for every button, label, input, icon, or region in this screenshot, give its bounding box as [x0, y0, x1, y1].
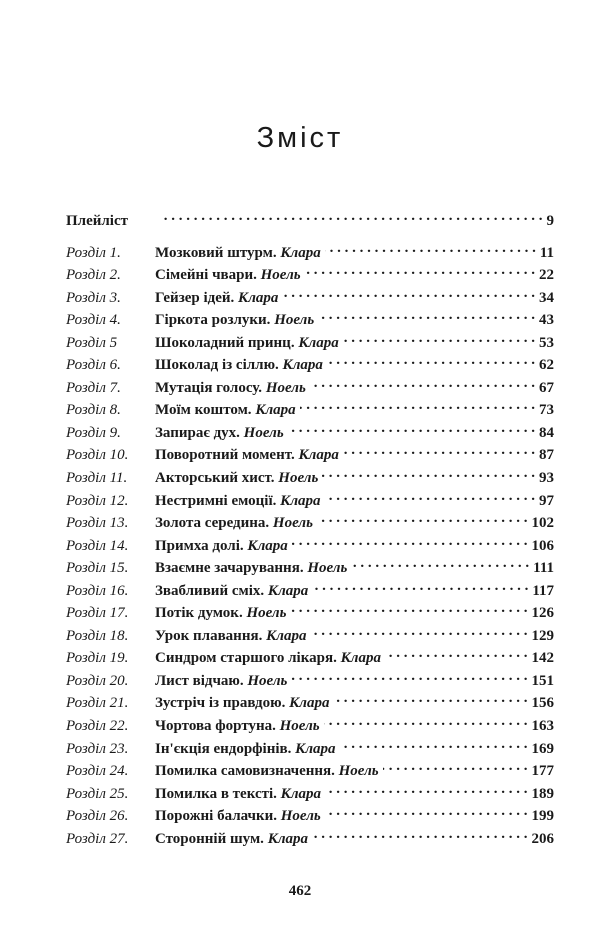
chapter-label: Розділ 8. — [66, 402, 121, 419]
chapter-label: Розділ 14. — [66, 537, 129, 554]
toc-entry — [66, 287, 554, 310]
chapter-title: Чортова фортуна. — [155, 718, 276, 735]
toc-page-number: 11 — [539, 244, 554, 261]
chapter-heading — [155, 808, 321, 825]
chapter-label: Розділ 17. — [66, 605, 129, 622]
chapter-label: Розділ 13. — [66, 515, 129, 532]
toc-entry — [66, 602, 554, 625]
chapter-heading — [155, 718, 320, 735]
dot-leader — [288, 422, 535, 437]
chapter-heading — [155, 515, 313, 532]
toc-entry — [66, 580, 554, 603]
chapter-narrator: Клара — [280, 244, 321, 261]
toc-entry — [66, 490, 554, 513]
chapter-title: Запирає дух. — [155, 424, 240, 441]
toc-entry — [66, 805, 554, 828]
chapter-label: Розділ 18. — [66, 627, 129, 644]
chapter-title: Лист відчаю. — [155, 672, 244, 689]
toc-page-number: 102 — [531, 515, 554, 532]
chapter-label: Розділ 10. — [66, 447, 129, 464]
toc-entry — [66, 422, 554, 445]
dot-leader — [290, 602, 527, 617]
chapter-narrator: Клара — [267, 830, 309, 847]
chapter-label: Розділ 26. — [66, 808, 129, 825]
dot-leader — [282, 287, 535, 302]
chapter-narrator: Ноель — [247, 672, 288, 689]
dot-leader — [351, 557, 529, 572]
toc-page-number: 73 — [539, 402, 554, 419]
toc-entry — [66, 444, 554, 467]
chapter-heading — [155, 786, 321, 803]
chapter-heading — [155, 560, 347, 577]
chapter-heading — [155, 695, 329, 712]
toc-entry — [66, 692, 554, 715]
chapter-title: Акторський хист. — [155, 470, 275, 487]
toc-entry — [66, 332, 554, 355]
dot-leader — [312, 828, 527, 843]
chapter-title: Помилка самовизначення. — [155, 763, 335, 780]
chapter-heading — [155, 402, 296, 419]
chapter-heading — [155, 447, 339, 464]
dot-leader — [310, 625, 527, 640]
toc-entry — [66, 264, 554, 287]
chapter-narrator: Ноель — [260, 267, 301, 284]
toc-page-number: 106 — [531, 537, 554, 554]
chapter-label: Розділ 21. — [66, 695, 129, 712]
chapter-narrator: Клара — [255, 402, 296, 419]
chapter-narrator: Клара — [295, 740, 336, 757]
chapter-narrator: Клара — [282, 357, 323, 374]
chapter-title: Шоколад із сіллю. — [155, 357, 279, 374]
chapter-label: Розділ 22. — [66, 718, 129, 735]
toc-page-number: 87 — [539, 447, 554, 464]
toc-page-number: 111 — [533, 560, 554, 577]
chapter-label: Розділ 19. — [66, 650, 129, 667]
chapter-heading — [155, 650, 381, 667]
toc-entry — [66, 512, 554, 535]
chapter-narrator: Ноель — [280, 808, 321, 825]
toc-entry — [66, 309, 554, 332]
chapter-narrator: Ноель — [243, 424, 284, 441]
chapter-heading — [155, 335, 339, 352]
toc-entry — [66, 399, 554, 422]
toc-entry — [66, 783, 554, 806]
dot-leader — [343, 444, 535, 459]
chapter-title: Помилка в тексті. — [155, 785, 277, 802]
toc-entry — [66, 377, 554, 400]
toc-page-number: 34 — [539, 289, 554, 306]
chapter-heading — [155, 741, 336, 758]
chapter-title: Синдром старшого лікаря. — [155, 650, 337, 667]
dot-leader — [327, 354, 535, 369]
chapter-label: Розділ 6. — [66, 357, 121, 374]
chapter-label: Розділ 23. — [66, 740, 129, 757]
chapter-heading — [155, 245, 321, 262]
dot-leader — [325, 805, 528, 820]
chapter-title: Примха долі. — [155, 537, 244, 554]
chapter-label: Розділ 16. — [66, 582, 129, 599]
dot-leader — [325, 783, 527, 798]
chapter-label: Розділ 27. — [66, 830, 129, 847]
dot-leader — [164, 210, 543, 225]
chapter-title: Урок плавання. — [155, 627, 263, 644]
chapter-narrator: Ноель — [265, 379, 306, 396]
toc-entry — [66, 828, 554, 851]
chapter-title: Золота середина. — [155, 515, 270, 532]
dot-leader — [383, 760, 528, 775]
toc-entry — [66, 738, 554, 761]
chapter-label: Розділ 11. — [66, 470, 128, 487]
chapter-label: Розділ 20. — [66, 672, 129, 689]
chapter-narrator: Клара — [340, 650, 381, 667]
dot-leader — [318, 309, 535, 324]
toc-page-number: 163 — [531, 718, 554, 735]
chapter-label: Розділ 5 — [66, 334, 118, 351]
dot-leader — [312, 580, 528, 595]
chapter-narrator: Ноель — [279, 718, 320, 735]
chapter-label: Плейліст — [66, 213, 128, 229]
dot-leader — [325, 242, 536, 257]
chapter-label: Розділ 24. — [66, 763, 129, 780]
chapter-label: Розділ 12. — [66, 492, 129, 509]
table-of-contents — [66, 210, 554, 850]
chapter-heading — [155, 538, 288, 555]
chapter-narrator: Ноель — [278, 470, 319, 487]
toc-entry — [66, 760, 554, 783]
chapter-title: Мутація голосу. — [155, 379, 263, 396]
chapter-heading — [155, 673, 287, 690]
toc-page-number: 62 — [539, 357, 554, 374]
toc-entry — [66, 670, 554, 693]
dot-leader — [343, 332, 535, 347]
chapter-heading — [155, 493, 321, 510]
chapter-narrator: Ноель — [272, 515, 313, 532]
chapter-label: Розділ 3. — [66, 289, 121, 306]
toc-page-number: 206 — [531, 830, 554, 847]
chapter-heading — [155, 267, 301, 284]
toc-page-number: 97 — [539, 492, 554, 509]
chapter-narrator: Клара — [266, 627, 307, 644]
chapter-label: Розділ 4. — [66, 312, 121, 329]
chapter-narrator: Клара — [280, 492, 321, 509]
toc-page-number: 117 — [532, 582, 554, 599]
toc-entry — [66, 625, 554, 648]
chapter-label: Розділ 1. — [66, 244, 121, 261]
chapter-label: Розділ 15. — [66, 560, 129, 577]
chapter-narrator: Клара — [267, 582, 309, 599]
toc-page-number: 151 — [531, 672, 554, 689]
chapter-heading — [155, 628, 306, 645]
dot-leader — [325, 490, 535, 505]
dot-leader — [340, 738, 528, 753]
dot-leader — [300, 399, 535, 414]
dot-leader — [317, 512, 528, 527]
chapter-heading — [155, 357, 323, 374]
dot-leader — [324, 715, 528, 730]
dot-leader — [291, 670, 527, 685]
chapter-narrator: Клара — [238, 289, 279, 306]
chapter-narrator: Ноель — [274, 312, 315, 329]
chapter-heading — [155, 470, 318, 487]
toc-page-number: 177 — [531, 763, 554, 780]
chapter-heading — [155, 763, 379, 780]
chapter-narrator: Ноель — [338, 763, 379, 780]
chapter-heading — [155, 290, 278, 307]
toc-page-number: 9 — [546, 213, 554, 229]
toc-page-number: 43 — [539, 312, 554, 329]
toc-page-number: 67 — [539, 379, 554, 396]
chapter-heading — [155, 831, 308, 848]
chapter-heading — [155, 583, 308, 600]
toc-page-number: 129 — [531, 627, 554, 644]
dot-leader — [305, 264, 535, 279]
chapter-heading — [155, 312, 314, 329]
toc-page-number: 142 — [531, 650, 554, 667]
toc-page-number: 126 — [531, 605, 554, 622]
chapter-narrator: Клара — [298, 334, 339, 351]
dot-leader — [385, 647, 528, 662]
toc-entry — [66, 647, 554, 670]
chapter-title: Гейзер ідей. — [155, 289, 235, 306]
dot-leader — [310, 377, 535, 392]
chapter-narrator: Клара — [280, 785, 322, 802]
chapter-title: Ін'єкція ендорфінів. — [155, 740, 292, 757]
chapter-heading — [155, 605, 286, 622]
chapter-title: Гіркота розлуки. — [155, 312, 271, 329]
chapter-heading — [155, 425, 284, 442]
toc-page-number: 93 — [539, 470, 554, 487]
chapter-label: Розділ 25. — [66, 785, 129, 802]
toc-entry — [66, 535, 554, 558]
chapter-narrator: Клара — [298, 447, 339, 464]
chapter-narrator: Клара — [289, 695, 330, 712]
chapter-title: Сімейні чвари. — [155, 267, 257, 284]
toc-page-number: 189 — [531, 785, 554, 802]
page-number: 462 — [288, 883, 312, 899]
chapter-title: Нестримні емоції. — [155, 492, 277, 509]
toc-entry — [66, 354, 554, 377]
chapter-title: Порожні балачки. — [155, 808, 278, 825]
chapter-narrator: Клара — [247, 537, 288, 554]
dot-leader — [333, 692, 527, 707]
chapter-title: Зустріч із правдою. — [155, 695, 286, 712]
toc-entry — [66, 557, 554, 580]
toc-entry — [66, 715, 554, 738]
toc-page-number: 199 — [531, 808, 554, 825]
chapter-title: Мозковий штурм. — [155, 244, 277, 261]
chapter-narrator: Ноель — [246, 605, 287, 622]
chapter-title: Шоколадний принц. — [155, 334, 295, 351]
chapter-title: Взаємне зачарування. — [155, 560, 304, 577]
chapter-label: Розділ 2. — [66, 267, 121, 284]
dot-leader — [292, 535, 528, 550]
chapter-heading — [155, 380, 306, 397]
toc-entry — [66, 467, 554, 490]
toc-entry-playlist — [66, 210, 554, 233]
toc-entry — [66, 242, 554, 265]
page-title: Зміст — [256, 122, 344, 154]
dot-leader — [322, 467, 535, 482]
toc-page-number: 53 — [539, 334, 554, 351]
toc-page-number: 22 — [539, 267, 554, 284]
toc-page-number: 156 — [531, 695, 554, 712]
chapter-label: Розділ 7. — [66, 379, 121, 396]
toc-page-number: 169 — [531, 740, 554, 757]
chapter-title: Звабливий сміх. — [155, 582, 265, 599]
chapter-title: Потік думок. — [155, 605, 243, 622]
chapter-label: Розділ 9. — [66, 424, 121, 441]
chapter-title: Моїм коштом. — [155, 402, 252, 419]
toc-page-number: 84 — [539, 424, 554, 441]
chapter-title: Сторонній шум. — [155, 830, 264, 847]
chapter-narrator: Ноель — [307, 560, 348, 577]
chapter-title: Поворотний момент. — [155, 447, 295, 464]
